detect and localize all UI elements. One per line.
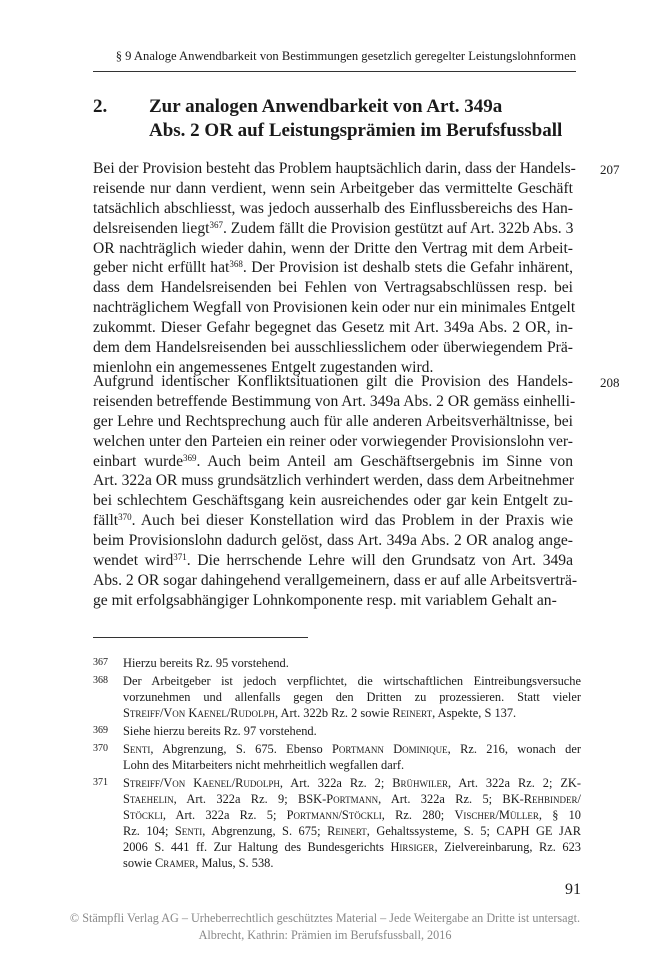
footnote-371	[93, 775, 581, 871]
text-line: ge mit erfolgsabhängiger Lohnkomponente resp. mit variablem Gehalt an-	[93, 591, 557, 609]
author-name: Reinert	[327, 824, 367, 838]
text-line: nachträglichem Wegfall von Provisionen kein oder nur ein minimales Entgelt	[93, 299, 576, 317]
footnote-reference[interactable]: 367	[209, 219, 223, 230]
paragraph-207	[93, 159, 576, 378]
footnote-line: Hierzu bereits Rz. 95 vorstehend.	[123, 656, 289, 670]
author-name: Senti	[174, 824, 203, 838]
section-title-line-1: Zur analogen Anwendbarkeit von Art. 349a	[149, 96, 503, 117]
footnote-line: 2006 S. 441 ff. Zur Haltung des Bundesgerichts Hirsiger, Zielvereinbarung, Rz. 623	[123, 840, 582, 854]
footnote-number: 370	[93, 743, 108, 754]
footnote-line: vorzunehmen und allenfalls gegen den Dritten zu prozessieren. Statt vieler	[123, 690, 581, 704]
footnote-367	[93, 655, 581, 671]
footnote-number: 368	[93, 675, 108, 686]
text-line: dass dem Handelsreisenden bei Fehlen von Vertragsabschlüssen resp. bei	[93, 279, 573, 297]
footnote-line: Streiff/Von Kaenel/Rudolph, Art. 322b Rz. 2 sowie Reinert, Aspekte, S 137.	[123, 706, 517, 720]
section-number: 2.	[93, 96, 108, 117]
author-name: Cramer	[155, 856, 196, 870]
footnote-370	[93, 741, 581, 773]
paragraph-208	[93, 372, 578, 611]
text-line: Bei der Provision besteht das Problem hauptsächlich darin, dass der Handels-	[93, 160, 576, 177]
author-name: Senti	[123, 742, 151, 756]
text-line: OR nachträglich wieder dahin, wenn der Dritte den Vertrag mit dem Arbeit-	[93, 239, 573, 257]
author-name: Hirsiger	[390, 840, 435, 854]
author-name: Portmann/Stöckli	[286, 808, 382, 822]
author-name: Reinert	[392, 706, 433, 720]
footnote-reference[interactable]: 371	[173, 552, 187, 563]
footnote-rule	[93, 637, 308, 638]
page-number: 91	[565, 881, 581, 898]
author-name: Streiff/Von Kaenel/Rudolph	[123, 776, 280, 790]
author-name: Portmann	[326, 792, 379, 806]
text-line: delsreisenden liegt$^{367}$. Zudem fällt die Provision gestützt auf Art. 322b Abs. 3	[93, 219, 574, 237]
text-line: welchen unter den Parteien ein reiner oder vorwiegender Provisionslohn ver-	[93, 432, 573, 450]
footnote-reference[interactable]: 368	[229, 259, 243, 270]
footnote-reference[interactable]: 369	[183, 452, 197, 463]
footnote-369	[93, 723, 581, 739]
footnote-line: Staehelin, Art. 322a Rz. 9; BSK-Portmann, Art. 322a Rz. 5; BK-Rehbinder/	[123, 792, 581, 806]
author-name: Streiff/Von Kaenel/Rudolph	[123, 706, 276, 720]
footnote-line: Rz. 104; Senti, Abgrenzung, S. 675; Reinert, Gehaltssysteme, S. 5; CAPH GE JAR	[123, 824, 581, 838]
footnote-368	[93, 673, 581, 721]
author-name: Vischer/Müller	[454, 808, 539, 822]
text-line: geber nicht erfüllt hat$^{368}$. Der Provision ist deshalb stets die Gefahr inhärent,	[93, 259, 573, 277]
text-line: beim Provisionslohn dadurch gelöst, dass Art. 349a Abs. 2 OR analog ange-	[93, 532, 573, 550]
text-line: tatsächlich abschliesst, was jedoch ausserhalb des Einflussbereichs des Han-	[93, 199, 573, 217]
author-name: Portmann Dominique	[332, 742, 448, 756]
footnote-line: Stöckli, Art. 322a Rz. 5; Portmann/Stöckli, Rz. 280; Vischer/Müller, § 10	[123, 808, 581, 822]
text-line: Abs. 2 OR sogar dahingehend verallgemeinern, dass er auf alle Arbeitsverträ-	[93, 571, 578, 589]
author-name: Staehelin	[123, 792, 174, 806]
margin-number-207: 207	[600, 162, 620, 177]
section-title-line-2: Abs. 2 OR auf Leistungsprämien im Berufsfussball	[149, 120, 563, 141]
header-rule	[93, 71, 576, 72]
footnote-line: Der Arbeitgeber ist jedoch verpflichtet, die wirtschaftlichen Eintreibungsversuche	[123, 674, 581, 688]
footnote-reference[interactable]: 370	[118, 512, 132, 523]
footnote-line: Senti, Abgrenzung, S. 675. Ebenso Portmann Dominique, Rz. 216, wonach der	[123, 742, 581, 756]
text-line: einbart wurde$^{369}$. Auch beim Anteil am Geschäftsergebnis im Sinne von	[93, 452, 574, 470]
text-line: reisenden betreffende Bestimmung von Art. 349a Abs. 2 OR gemäss einhelli-	[93, 392, 576, 410]
author-name: Rehbinder/	[523, 792, 581, 806]
text-line: ger Lehre und Rechtsprechung auch für alle anderen Arbeitsverhältnisse, bei	[93, 412, 573, 430]
text-line: zukommt. Dieser Gefahr begegnet das Gesetz mit Art. 349a Abs. 2 OR, in-	[93, 319, 573, 337]
citation-notice: Albrecht, Kathrin: Prämien im Berufsfussball, 2016	[198, 928, 452, 942]
footnote-number: 369	[93, 725, 108, 736]
text-line: reisende nur dann verdient, wenn sein Arbeitgeber das vermittelte Geschäft	[93, 179, 573, 197]
footnote-line: Streiff/Von Kaenel/Rudolph, Art. 322a Rz. 2; Brühwiler, Art. 322a Rz. 2; ZK-	[123, 776, 581, 790]
text-line: bei schlechtem Geschäftsgang kein ausreichendes oder gar kein Entgelt zu-	[93, 492, 573, 510]
author-name: Brühwiler	[392, 776, 448, 790]
text-line: Art. 322a OR muss grundsätzlich verhindert werden, dass dem Arbeitnehmer	[93, 472, 575, 490]
margin-number-208: 208	[600, 375, 620, 390]
text-line: Aufgrund identischer Konfliktsituationen gilt die Provision des Handels-	[93, 373, 573, 390]
footnote-line: Siehe hierzu bereits Rz. 97 vorstehend.	[123, 724, 317, 738]
copyright-notice: © Stämpfli Verlag AG – Urheberrechtlich geschütztes Material – Jede Weitergabe an Dritte ist untersagt.	[69, 911, 581, 925]
running-header: § 9 Analoge Anwendbarkeit von Bestimmungen gesetzlich geregelter Leistungslohnformen	[115, 49, 576, 63]
text-line: wendet wird$^{371}$. Die herrschende Lehre will den Grundsatz von Art. 349a	[93, 552, 574, 570]
footnote-line: sowie Cramer, Malus, S. 538.	[123, 856, 274, 870]
text-line: fällt$^{370}$. Auch bei dieser Konstellation wird das Problem in der Praxis wie	[93, 512, 573, 530]
text-line: dem dem Handelsreisenden bei ausschliesslichem oder überwiegendem Prä-	[93, 339, 573, 357]
footnote-line: Lohn des Mitarbeiters nicht mehrheitlich wegfallen darf.	[123, 758, 405, 772]
author-name: Stöckli	[123, 808, 163, 822]
footnote-number: 371	[93, 777, 108, 788]
text-line: mienlohn ein angemessenes Entgelt zugestanden wird.	[93, 358, 434, 376]
footnote-number: 367	[93, 657, 108, 668]
